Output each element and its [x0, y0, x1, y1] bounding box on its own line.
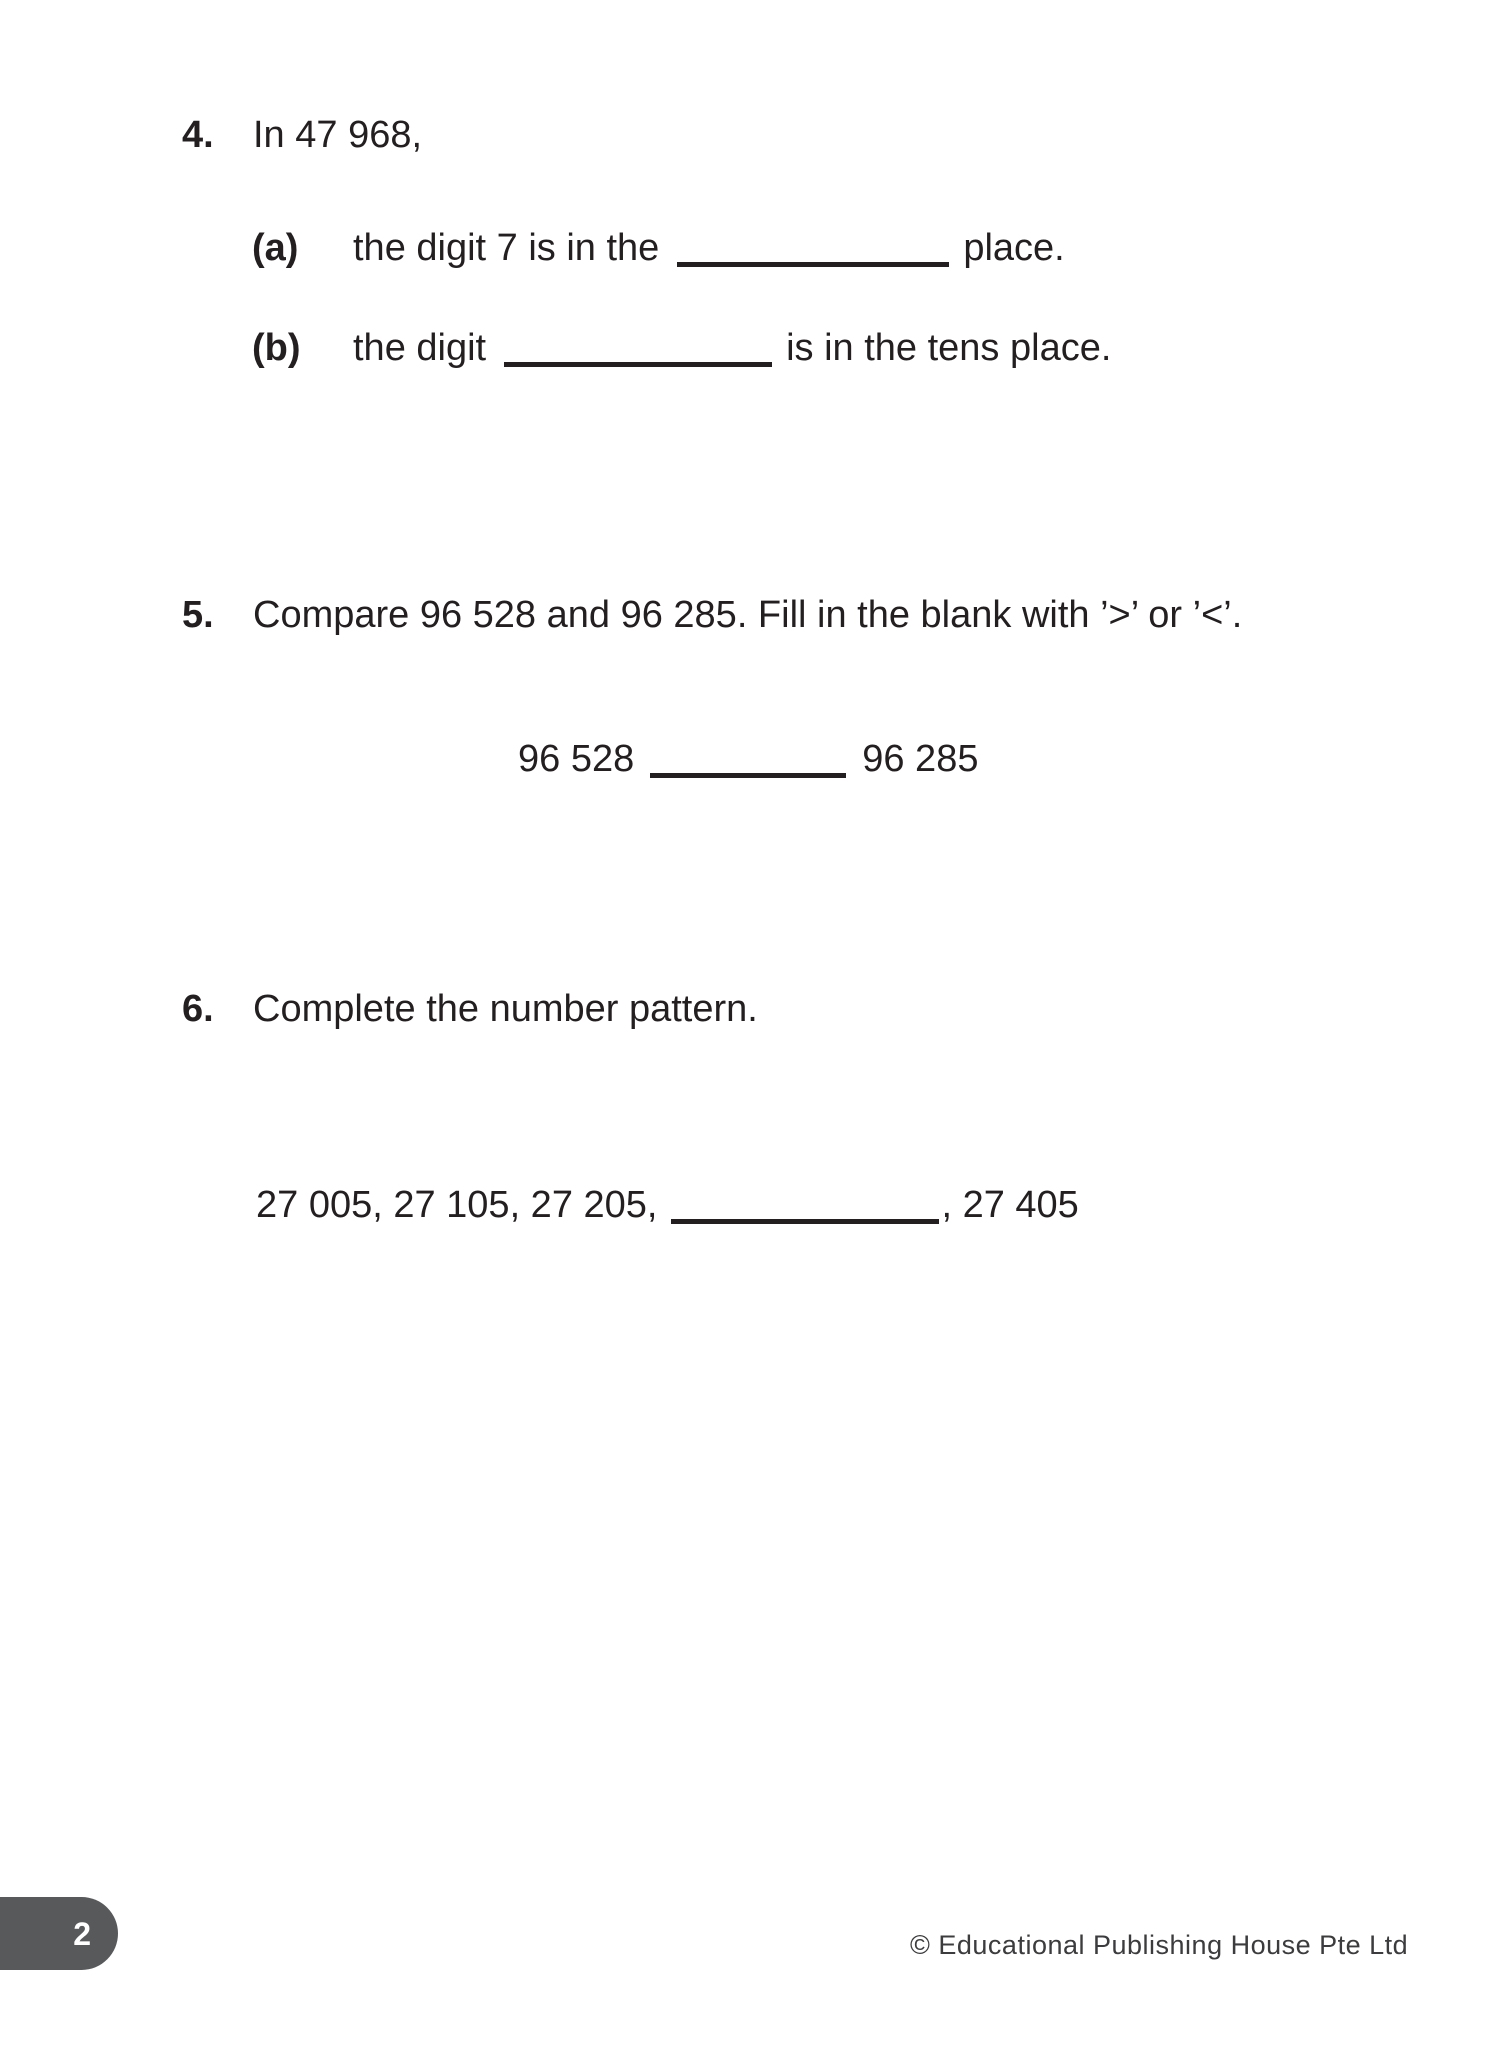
answer-pre-text: 96 528: [518, 738, 635, 780]
page-number: 2: [73, 1915, 91, 1952]
question-4-part-a: [252, 229, 1065, 267]
part-text: [353, 329, 1111, 367]
part-pre-text: the digit 7 is in the: [353, 227, 660, 269]
answer-blank[interactable]: [650, 771, 846, 778]
part-post-text: place.: [963, 227, 1065, 269]
question-number: 5.: [182, 594, 214, 636]
question-6-heading: [182, 990, 758, 1028]
copyright-text: © Educational Publishing House Pte Ltd: [910, 1930, 1409, 1960]
part-pre-text: the digit: [353, 327, 487, 369]
question-text: Complete the number pattern.: [253, 988, 758, 1030]
page-number-tab: [0, 1897, 118, 1970]
part-text: [353, 229, 1065, 267]
answer-post-text: , 27 405: [941, 1184, 1079, 1226]
question-4-heading: [182, 116, 422, 154]
answer-pre-text: 27 005, 27 105, 27 205,: [256, 1184, 658, 1226]
question-4-part-b: [252, 329, 1111, 367]
answer-blank[interactable]: [671, 1217, 939, 1224]
answer-blank[interactable]: [504, 360, 772, 367]
answer-blank[interactable]: [677, 260, 949, 267]
part-label: (b): [252, 327, 301, 369]
question-6-answer-line: [256, 1186, 1079, 1224]
answer-post-text: 96 285: [862, 738, 979, 780]
question-text: In 47 968,: [253, 114, 423, 156]
question-text: Compare 96 528 and 96 285. Fill in the blank with ’>’ or ’<’.: [253, 594, 1243, 636]
part-post-text: is in the tens place.: [786, 327, 1112, 369]
question-number: 6.: [182, 988, 214, 1030]
question-5-heading: [182, 596, 1242, 634]
question-5-answer-line: [518, 740, 978, 778]
question-number: 4.: [182, 114, 214, 156]
part-label: (a): [252, 227, 299, 269]
